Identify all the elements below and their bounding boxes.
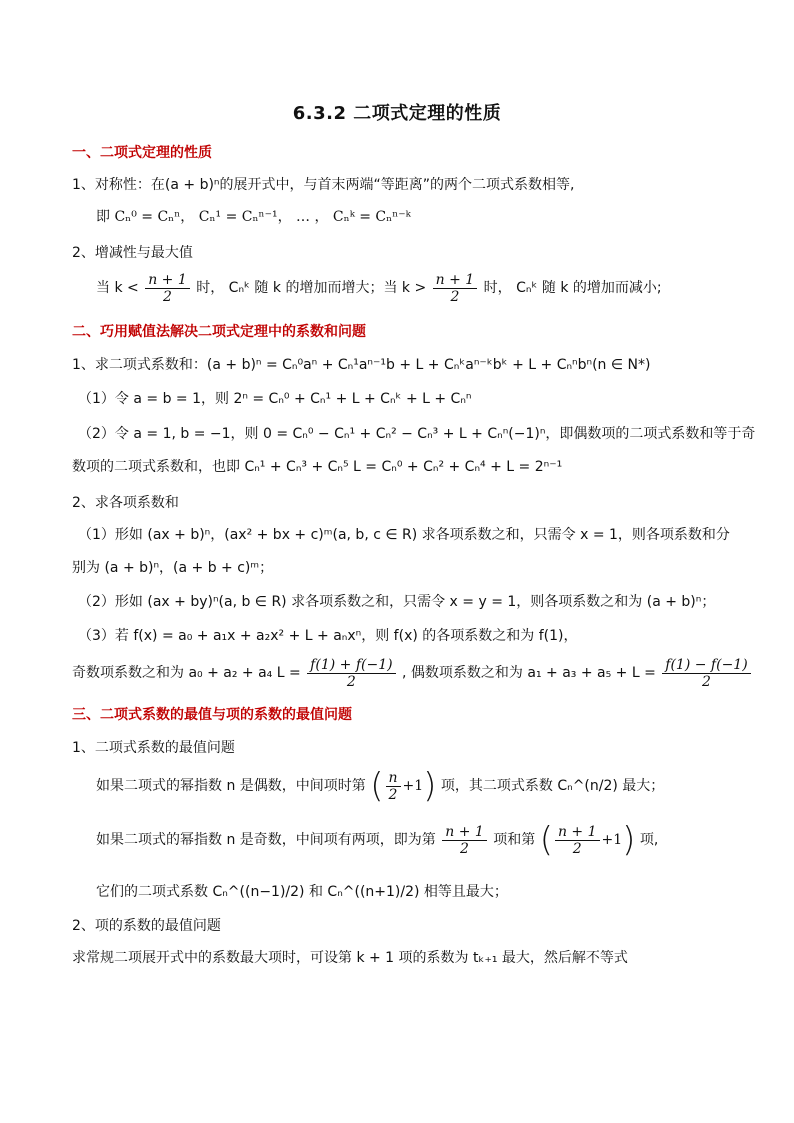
- coef-sum-heading: 2、求各项系数和: [72, 495, 179, 511]
- mono-part-b: 时， Cₙᵏ 随 k 的增加而增大；当 k >: [196, 280, 427, 296]
- page-title: 6.3.2 二项式定理的性质: [292, 103, 502, 124]
- coef-sum-case1-line1: （1）形如 (ax + b)ⁿ，(ax² + bx + c)ᵐ(a, b, c ∈ R) 求各项系数之和，只需令 x = 1，则各项系数和分: [78, 527, 730, 543]
- fraction-even-sum: $\frac{f(1) - f(-1)}{2}$: [662, 657, 750, 690]
- fraction-odd-sum: $\frac{f(1) + f(-1)}{2}$: [307, 657, 395, 690]
- even-power-tail: 项，其二项式系数 Cₙ^(n/2) 最大；: [440, 778, 665, 794]
- mono-part-a: 当 k <: [96, 280, 139, 296]
- assign-ab-alt-text-1: （2）令 a = 1, b = −1，则 0 = Cₙ⁰ − Cₙ¹ + Cₙ² − Cₙ³ + L + Cₙⁿ(−1)ⁿ，即偶数项的二项式系数和等于奇: [78, 426, 756, 442]
- coef-sum-case3: （3）若 f(x) = a₀ + a₁x + a₂x² + L + aₙxⁿ，则 f(x) 的各项系数之和为 f(1)，: [78, 628, 578, 644]
- odd-power-text: 如果二项式的幂指数 n 是奇数，中间项有两项，即为第: [96, 832, 436, 848]
- symmetry-text: 1、对称性：在(a + b)ⁿ的展开式中，与首末两端“等距离”的两个二项式系数相等,: [72, 177, 575, 193]
- odd-power-mid: 项和第: [493, 832, 536, 848]
- assign-ab-1-text: （1）令 a = b = 1，则 2ⁿ = Cₙ⁰ + Cₙ¹ + L + Cₙᵏ + L + Cₙⁿ: [78, 391, 472, 407]
- odd-power-line: 如果二项式的幂指数 n 是奇数，中间项有两项，即为第 $\frac{n + 1}{2}$ 项和第 ( $\frac{n + 1}{2}$ +1) 项,: [96, 820, 659, 860]
- fraction-n-plus-1-over-2: $\frac{n + 1}{2}$: [145, 272, 190, 305]
- fraction-n-over-2: $\frac{n}{2}$: [386, 770, 401, 803]
- odd-even-sum-line: [72, 654, 753, 692]
- coef-sum-case1-line2: 别为 (a + b)ⁿ，(a + b + c)ᵐ；: [72, 560, 274, 576]
- section3-heading: 三、二项式系数的最值与项的系数的最值问题: [72, 707, 352, 723]
- assign-ab-alt-text-2: 数项的二项式系数和，也即 Cₙ¹ + Cₙ³ + Cₙ⁵ L = Cₙ⁰ + Cₙ² + Cₙ⁴ + L = 2ⁿ⁻¹: [72, 459, 563, 475]
- fraction-n-plus-1-over-2-paren: $\frac{n + 1}{2}$: [555, 824, 600, 857]
- fraction-n-plus-1-over-2-second: $\frac{n + 1}{2}$: [433, 272, 478, 305]
- fraction-n-plus-1-over-2-odd: $\frac{n + 1}{2}$: [442, 824, 487, 857]
- section2-heading: 二、巧用赋值法解决二项式定理中的系数和问题: [72, 324, 366, 340]
- odd-sum-text: 奇数项系数之和为 a₀ + a₂ + a₄ L =: [72, 665, 301, 681]
- even-power-text: 如果二项式的幂指数 n 是偶数，中间项时第: [96, 778, 366, 794]
- equal-max-coef-text: 它们的二项式系数 Cₙ^((n−1)/2) 和 Cₙ^((n+1)/2) 相等且最大；: [96, 884, 508, 900]
- mono-part-c: 时， Cₙᵏ 随 k 的增加而减小;: [483, 280, 662, 296]
- binomial-sum-text: 1、求二项式系数和：(a + b)ⁿ = Cₙ⁰aⁿ + Cₙ¹aⁿ⁻¹b + L + Cₙᵏaⁿ⁻ᵏbᵏ + L + Cₙⁿbⁿ(n ∈ N*): [72, 357, 651, 373]
- monotonicity-heading: 2、增减性与最大值: [72, 245, 193, 261]
- section1-heading: 一、二项式定理的性质: [72, 145, 212, 161]
- even-power-line: 如果二项式的幂指数 n 是偶数，中间项时第 ( $\frac{n}{2}$ +1) 项，其二项式系数 Cₙ^(n/2) 最大；: [96, 766, 665, 806]
- monotonicity-text: [96, 270, 662, 306]
- term-coef-max-text: 求常规二项展开式中的系数最大项时，可设第 k + 1 项的系数为 tₖ₊₁ 最大，然后解不等式: [72, 950, 628, 966]
- coef-sum-case2: （2）形如 (ax + by)ⁿ(a, b ∈ R) 求各项系数之和，只需令 x = y = 1，则各项系数之和为 (a + b)ⁿ；: [78, 594, 716, 610]
- odd-power-tail: 项,: [639, 832, 659, 848]
- symmetry-formula: 即 Cₙ⁰ = Cₙⁿ， Cₙ¹ = Cₙⁿ⁻¹， … ， Cₙᵏ = Cₙⁿ⁻ᵏ: [96, 209, 411, 225]
- term-coef-max-heading: 2、项的系数的最值问题: [72, 918, 221, 934]
- even-sum-text: , 偶数项系数之和为 a₁ + a₃ + a₅ + L =: [402, 665, 656, 681]
- max-binomial-coef-heading: 1、二项式系数的最值问题: [72, 740, 235, 756]
